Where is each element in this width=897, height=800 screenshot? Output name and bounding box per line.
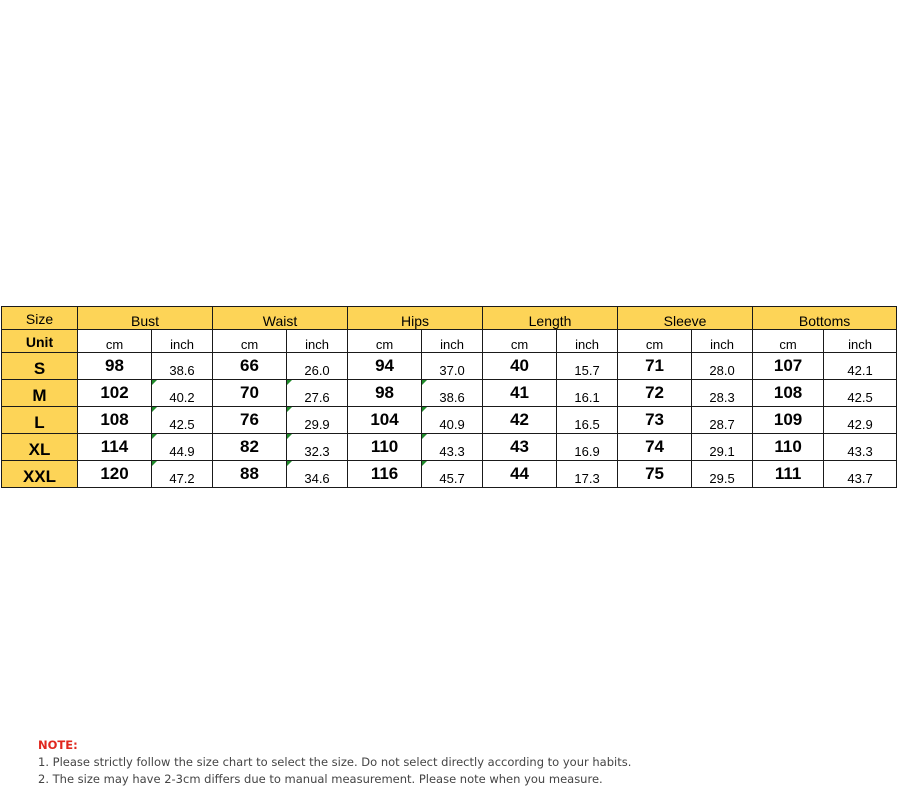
cell-marker-icon [152, 434, 157, 439]
header-bottoms: Bottoms [753, 307, 897, 330]
cell-value: 42 [510, 410, 529, 429]
inch-value-cell [692, 353, 753, 380]
cell-value: 107 [773, 356, 803, 375]
cell-marker-icon [422, 461, 427, 466]
cell-value: 26.0 [304, 363, 330, 378]
cell-value: 37.0 [439, 363, 465, 378]
unit-cm: cm [753, 330, 824, 353]
unit-cm: cm [213, 330, 287, 353]
header-bust: Bust [78, 307, 213, 330]
inch-value-cell [692, 407, 753, 434]
cm-value-cell [78, 461, 152, 488]
table-header-row [2, 307, 897, 330]
cell-value: 38.6 [169, 363, 195, 378]
note-title: NOTE: [38, 738, 78, 752]
inch-value-cell [557, 380, 618, 407]
cell-value: 108 [773, 383, 803, 402]
cell-value: 82 [240, 437, 259, 456]
cell-marker-icon [152, 380, 157, 385]
table-row [2, 353, 897, 380]
cell-value: 73 [645, 410, 665, 429]
cm-value-cell [618, 407, 692, 434]
cm-value-cell [483, 461, 557, 488]
cell-value: 98 [105, 356, 124, 375]
cell-value: 16.5 [574, 417, 600, 432]
cm-value-cell [753, 461, 824, 488]
cm-value-cell [753, 380, 824, 407]
cm-value-cell [483, 380, 557, 407]
inch-value-cell [422, 434, 483, 461]
cell-value: 34.6 [304, 471, 330, 486]
cm-value-cell [213, 407, 287, 434]
cell-value: 16.1 [574, 390, 600, 405]
cm-value-cell [78, 353, 152, 380]
cell-value: 120 [100, 464, 129, 483]
unit-cm: cm [483, 330, 557, 353]
cell-value: 74 [645, 437, 665, 456]
cell-value: 76 [240, 410, 259, 429]
header-waist: Waist [213, 307, 348, 330]
inch-value-cell [152, 461, 213, 488]
inch-value-cell [824, 461, 897, 488]
cell-value: 98 [375, 383, 394, 402]
cm-value-cell [618, 353, 692, 380]
inch-value-cell [287, 353, 348, 380]
cm-value-cell [483, 434, 557, 461]
inch-value-cell [287, 434, 348, 461]
cell-value: 42.5 [847, 390, 873, 405]
cm-value-cell [213, 461, 287, 488]
cell-value: 110 [774, 437, 802, 456]
table-row [2, 461, 897, 488]
cell-value: 32.3 [304, 444, 330, 459]
inch-value-cell [824, 353, 897, 380]
header-size: Size [2, 307, 78, 330]
cell-value: 72 [645, 383, 665, 402]
inch-value-cell [152, 353, 213, 380]
cell-value: 28.7 [709, 417, 735, 432]
inch-value-cell [287, 380, 348, 407]
cell-value: 41 [510, 383, 529, 402]
unit-inch: inch [422, 330, 483, 353]
cm-value-cell [483, 353, 557, 380]
unit-cm: cm [348, 330, 422, 353]
size-cell: XXL [2, 461, 78, 488]
cell-value: 114 [100, 437, 129, 456]
table-row [2, 380, 897, 407]
cell-value: 28.3 [709, 390, 735, 405]
cell-value: 94 [375, 356, 394, 375]
inch-value-cell [422, 380, 483, 407]
cell-value: 42.1 [847, 363, 873, 378]
cell-value: 66 [240, 356, 259, 375]
cm-value-cell [348, 461, 422, 488]
cell-value: 40 [510, 356, 529, 375]
inch-value-cell [824, 407, 897, 434]
cm-value-cell [348, 353, 422, 380]
cell-marker-icon [287, 461, 292, 466]
header-length: Length [483, 307, 618, 330]
note-line-1: 1. Please strictly follow the size chart to select the size. Do not select directly according to your habits. [38, 755, 632, 769]
inch-value-cell [152, 380, 213, 407]
cell-value: 28.0 [709, 363, 735, 378]
cell-value: 111 [774, 464, 802, 483]
unit-inch: inch [152, 330, 213, 353]
inch-value-cell [557, 407, 618, 434]
cell-value: 116 [370, 464, 399, 483]
inch-value-cell [152, 434, 213, 461]
cm-value-cell [618, 461, 692, 488]
cm-value-cell [753, 353, 824, 380]
cm-value-cell [78, 380, 152, 407]
cell-value: 110 [370, 437, 399, 456]
inch-value-cell [287, 407, 348, 434]
size-cell: S [2, 353, 78, 380]
size-cell: L [2, 407, 78, 434]
cell-marker-icon [287, 434, 292, 439]
cell-value: 16.9 [574, 444, 600, 459]
cell-value: 43.3 [439, 444, 465, 459]
header-sleeve: Sleeve [618, 307, 753, 330]
unit-cm: cm [78, 330, 152, 353]
cell-marker-icon [287, 380, 292, 385]
cm-value-cell [213, 434, 287, 461]
cell-value: 45.7 [439, 471, 465, 486]
inch-value-cell [557, 353, 618, 380]
cell-value: 88 [240, 464, 259, 483]
cm-value-cell [618, 380, 692, 407]
cm-value-cell [348, 434, 422, 461]
inch-value-cell [692, 461, 753, 488]
cell-marker-icon [152, 407, 157, 412]
cell-marker-icon [422, 407, 427, 412]
cell-value: 42.5 [169, 417, 195, 432]
unit-inch: inch [824, 330, 897, 353]
size-cell: M [2, 380, 78, 407]
cm-value-cell [348, 380, 422, 407]
cell-value: 71 [645, 356, 665, 375]
unit-label: Unit [2, 330, 78, 353]
cm-value-cell [213, 380, 287, 407]
inch-value-cell [422, 407, 483, 434]
unit-cm: cm [618, 330, 692, 353]
cell-marker-icon [287, 407, 292, 412]
cell-value: 108 [100, 410, 129, 429]
inch-value-cell [557, 461, 618, 488]
inch-value-cell [422, 353, 483, 380]
cm-value-cell [213, 353, 287, 380]
cm-value-cell [348, 407, 422, 434]
inch-value-cell [422, 461, 483, 488]
inch-value-cell [824, 380, 897, 407]
cell-value: 29.5 [709, 471, 735, 486]
unit-inch: inch [557, 330, 618, 353]
cell-value: 40.2 [169, 390, 195, 405]
inch-value-cell [287, 461, 348, 488]
cell-value: 29.1 [709, 444, 735, 459]
cell-value: 15.7 [574, 363, 600, 378]
cell-value: 38.6 [439, 390, 465, 405]
table-row [2, 407, 897, 434]
inch-value-cell [692, 434, 753, 461]
cell-marker-icon [152, 461, 157, 466]
inch-value-cell [692, 380, 753, 407]
table-row [2, 434, 897, 461]
cm-value-cell [618, 434, 692, 461]
cell-value: 43.7 [847, 471, 873, 486]
size-cell: XL [2, 434, 78, 461]
cell-value: 44 [510, 464, 529, 483]
unit-inch: inch [287, 330, 348, 353]
cell-value: 102 [100, 383, 129, 402]
cell-value: 27.6 [304, 390, 330, 405]
cell-value: 109 [773, 410, 803, 429]
cell-value: 42.9 [847, 417, 873, 432]
cell-marker-icon [422, 434, 427, 439]
inch-value-cell [152, 407, 213, 434]
cell-value: 40.9 [439, 417, 465, 432]
cm-value-cell [78, 407, 152, 434]
cm-value-cell [753, 434, 824, 461]
note-line-2: 2. The size may have 2-3cm differs due to manual measurement. Please note when you measure. [38, 772, 603, 786]
cell-value: 43.3 [847, 444, 873, 459]
header-hips: Hips [348, 307, 483, 330]
notes-section [38, 737, 631, 788]
cell-value: 104 [370, 410, 399, 429]
cm-value-cell [78, 434, 152, 461]
inch-value-cell [557, 434, 618, 461]
size-chart-table [1, 306, 897, 488]
unit-row [2, 330, 897, 353]
cell-marker-icon [422, 380, 427, 385]
unit-inch: inch [692, 330, 753, 353]
cell-value: 17.3 [574, 471, 600, 486]
cell-value: 43 [510, 437, 529, 456]
cm-value-cell [483, 407, 557, 434]
cell-value: 75 [645, 464, 665, 483]
cell-value: 47.2 [169, 471, 195, 486]
cell-value: 70 [240, 383, 259, 402]
cm-value-cell [753, 407, 824, 434]
cell-value: 29.9 [304, 417, 330, 432]
inch-value-cell [824, 434, 897, 461]
cell-value: 44.9 [169, 444, 195, 459]
